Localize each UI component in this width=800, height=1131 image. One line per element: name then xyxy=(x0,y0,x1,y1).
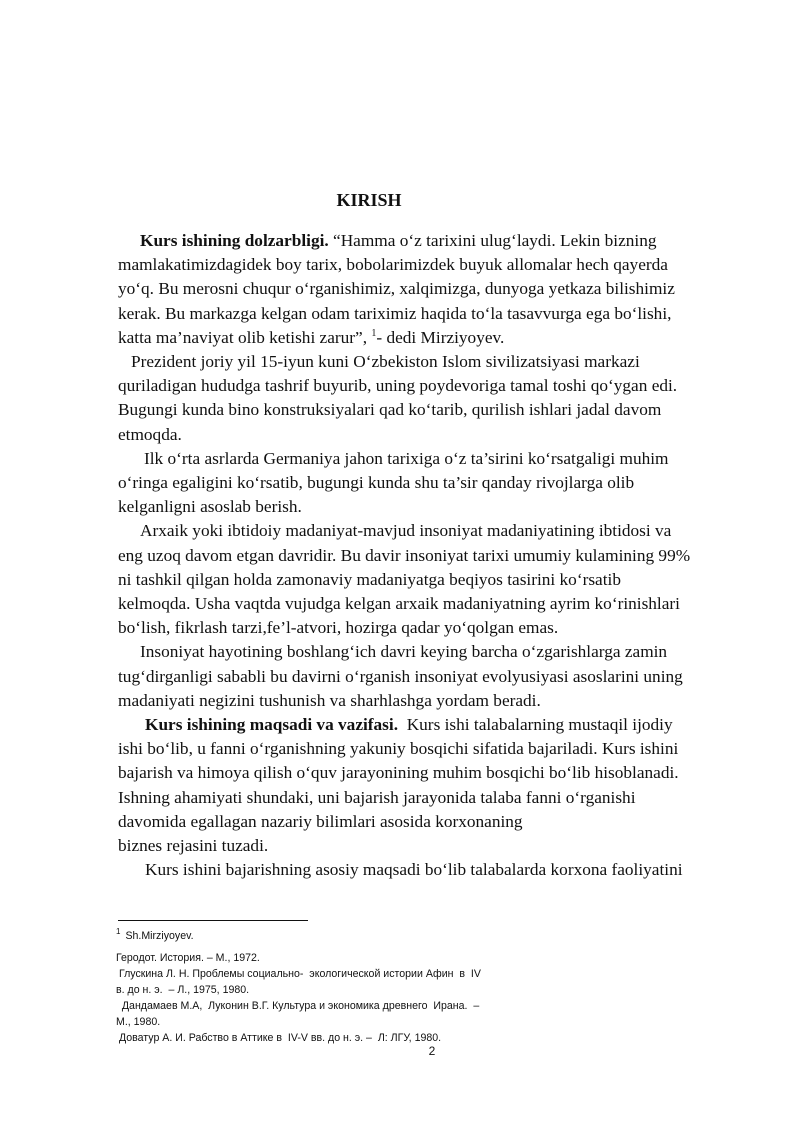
text-line: Bugungi kunda bino konstruksiyalari qad ko‘tarib, qurilish ishlari jadal davom xyxy=(118,400,662,420)
footnotes xyxy=(116,928,556,1046)
footnote-line: Доватур А. И. Рабство в Аттике в IV-V вв. до н. э. – Л: ЛГУ, 1980. xyxy=(116,1032,442,1044)
text-line: ni tashkil qilgan holda zamonaviy madaniyatga beqiyos tasirini ko‘rsatib xyxy=(118,569,621,589)
text-line: kelganligni asoslab berish. xyxy=(118,497,302,517)
footnote-line: М., 1980. xyxy=(116,1016,161,1028)
text-line: Kurs ishining dolzarbligi. “Hamma o‘z tarixini ulug‘laydi. Lekin bizning xyxy=(140,231,657,250)
text-line: bajarish va himoya qilish o‘quv jarayonining muhim bosqichi bo‘lib hisoblanadi. xyxy=(118,763,679,783)
footnote-line: Дандамаев М.А, Луконин В.Г. Культура и экономика древнего Ирана. – xyxy=(116,1000,480,1012)
text-line: Kurs ishini bajarishning asosiy maqsadi bo‘lib talabalarda korxona faoliyatini xyxy=(145,860,683,880)
text-line: Ishning ahamiyati shundaki, uni bajarish jarayonida talaba fanni o‘rganishi xyxy=(118,787,636,807)
footnote-ref: 1 xyxy=(371,328,377,340)
text-line: Prezident joriy yil 15-iyun kuni O‘zbekiston Islom sivilizatsiyasi markazi xyxy=(131,352,640,372)
text-line: ishi bo‘lib, u fanni o‘rganishning yakuniy bosqichi sifatida bajariladi. Kurs ishini xyxy=(118,739,679,759)
text-line: biznes rejasini tuzadi. xyxy=(118,836,269,856)
text-line: yo‘q. Bu merosni chuqur o‘rganishimiz, xalqimizga, dunyoga yetkaza bilishimiz xyxy=(118,279,675,299)
text-line: Arxaik yoki ibtidoiy madaniyat-mavjud insoniyat madaniyatining ibtidosi va xyxy=(140,521,672,541)
text-line: kelmoqda. Usha vaqtda vujudga kelgan arxaik madaniyatning ayrim ko‘rinishlari xyxy=(118,594,680,614)
text-line: Kurs ishining maqsadi va vazifasi. Kurs ishi talabalarning mustaqil ijodiy xyxy=(145,715,673,735)
footnote-line: $^1$ Sh.Mirziyoyev. xyxy=(116,927,194,942)
text-line: madaniyati negizini tushunish va sharhlashga yordam beradi. xyxy=(118,690,541,710)
text-line: bo‘lish, fikrlash tarzi,fe’l-atvori, hozirga qadar yo‘qolgan emas. xyxy=(118,618,559,638)
page-number: 2 xyxy=(428,1044,436,1058)
footnote-separator xyxy=(118,920,308,921)
text-line: katta ma’naviyat olib ketishi zarur”, $^1$- dedi Mirziyoyev. xyxy=(118,327,505,347)
footnote-line: в. до н. э. – Л., 1975, 1980. xyxy=(116,984,250,996)
body-text xyxy=(118,229,746,882)
text-line: eng uzoq davom etgan davridir. Bu davir insoniyat tarixi umumiy kulamining 99% xyxy=(118,545,691,565)
text-line: quriladigan hududga tashrif buyurib, uning poydevoriga tamal toshi qo‘ygan edi. xyxy=(118,376,678,396)
text-line: o‘ringa egaligini ko‘rsatib, bugungi kunda shu ta’sir qanday rivojlarga olib xyxy=(118,473,635,493)
text-line: davomida egallagan nazariy bilimlari asosida korxonaning xyxy=(118,811,523,831)
text-line: tug‘dirganligi sababli bu davirni o‘rganish insoniyat evolyusiyasi asoslarini uning xyxy=(118,666,683,686)
bold-run: Kurs ishining dolzarbligi. xyxy=(140,231,329,250)
text-line: mamlakatimizdagidek boy tarix, bobolarimizdek buyuk allomalar hech qayerda xyxy=(118,255,668,275)
page-title: KIRISH xyxy=(336,190,402,210)
text-line: etmoqda. xyxy=(118,424,182,444)
footnote-marker: 1 xyxy=(116,927,121,937)
footnote-line: Глускина Л. Н. Проблемы социально- экологической истории Афин в IV xyxy=(116,968,481,980)
bold-run: Kurs ishining maqsadi va vazifasi. xyxy=(145,715,399,735)
text-line: kerak. Bu markazga kelgan odam tariximiz haqida to‘la tasavvurga ega bo‘lishi, xyxy=(118,303,672,323)
text-line: Ilk o‘rta asrlarda Germaniya jahon tarixiga o‘z ta’sirini ko‘rsatgaligi muhim xyxy=(144,448,669,468)
text-line: Insoniyat hayotining boshlang‘ich davri keying barcha o‘zgarishlarga zamin xyxy=(140,642,668,662)
footnote-line: Геродот. История. – М., 1972. xyxy=(116,952,260,964)
